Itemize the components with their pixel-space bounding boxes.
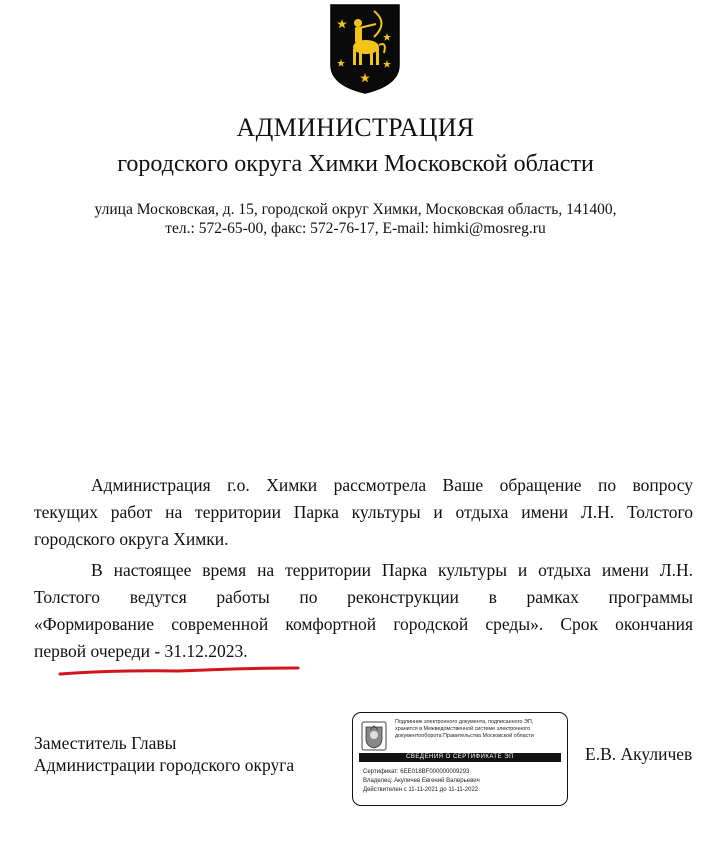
signatory-name: Е.В. Акуличев xyxy=(585,744,693,764)
stamp-note-line: документооборота Правительства Московской области xyxy=(395,733,534,739)
signatory-position-line2: Администрации городского округа xyxy=(34,755,295,775)
paragraph2-line: В настоящее время на территории Парка культуры и отдыха имени Л.Н. xyxy=(91,560,693,580)
address-line: улица Московская, д. 15, городской округ Химки, Московская область, 141400, xyxy=(94,201,617,218)
paragraph2-line: «Формирование современной комфортной городской среды». Срок окончания xyxy=(34,614,693,634)
paragraph2-line-deadline: первой очереди - 31.12.2023. xyxy=(34,641,248,661)
red-underline-mark xyxy=(58,664,300,678)
stamp-note-line: Подлинник электронного документа, подписанного ЭП, xyxy=(395,719,534,725)
contacts-line: тел.: 572-65-00, факс: 572-76-17, E-mail: himki@mosreg.ru xyxy=(165,220,546,237)
stamp-validity: Действителен с 11-11-2021 до 11-11-2022 xyxy=(363,787,479,793)
signatory-position-line1: Заместитель Главы xyxy=(34,733,177,753)
organization-title: АДМИНИСТРАЦИЯ xyxy=(236,113,475,142)
paragraph1-line: Администрация г.о. Химки рассмотрела Ваше обращение по вопросу xyxy=(91,475,693,495)
organization-subtitle: городского округа Химки Московской области xyxy=(117,151,594,177)
stamp-owner: Владелец: Акуличев Евгений Валерьевич xyxy=(363,778,480,784)
stamp-certificate: Сертификат: 6EE018BF000000009293 xyxy=(363,769,470,775)
moscow-region-emblem-icon xyxy=(361,721,387,751)
paragraph1-line: городского округа Химки. xyxy=(34,529,229,549)
electronic-signature-stamp xyxy=(352,712,568,806)
stamp-header: СВЕДЕНИЯ О СЕРТИФИКАТЕ ЭП xyxy=(359,753,561,762)
coat-of-arms-icon xyxy=(329,3,401,95)
paragraph1-line: текущих работ на территории Парка культуры и отдыха имени Л.Н. Толстого xyxy=(34,502,693,522)
stamp-note-line: хранится в Межведомственной системе электронного xyxy=(395,726,531,732)
paragraph2-line: Толстого ведутся работы по реконструкции в рамках программы xyxy=(34,587,693,607)
